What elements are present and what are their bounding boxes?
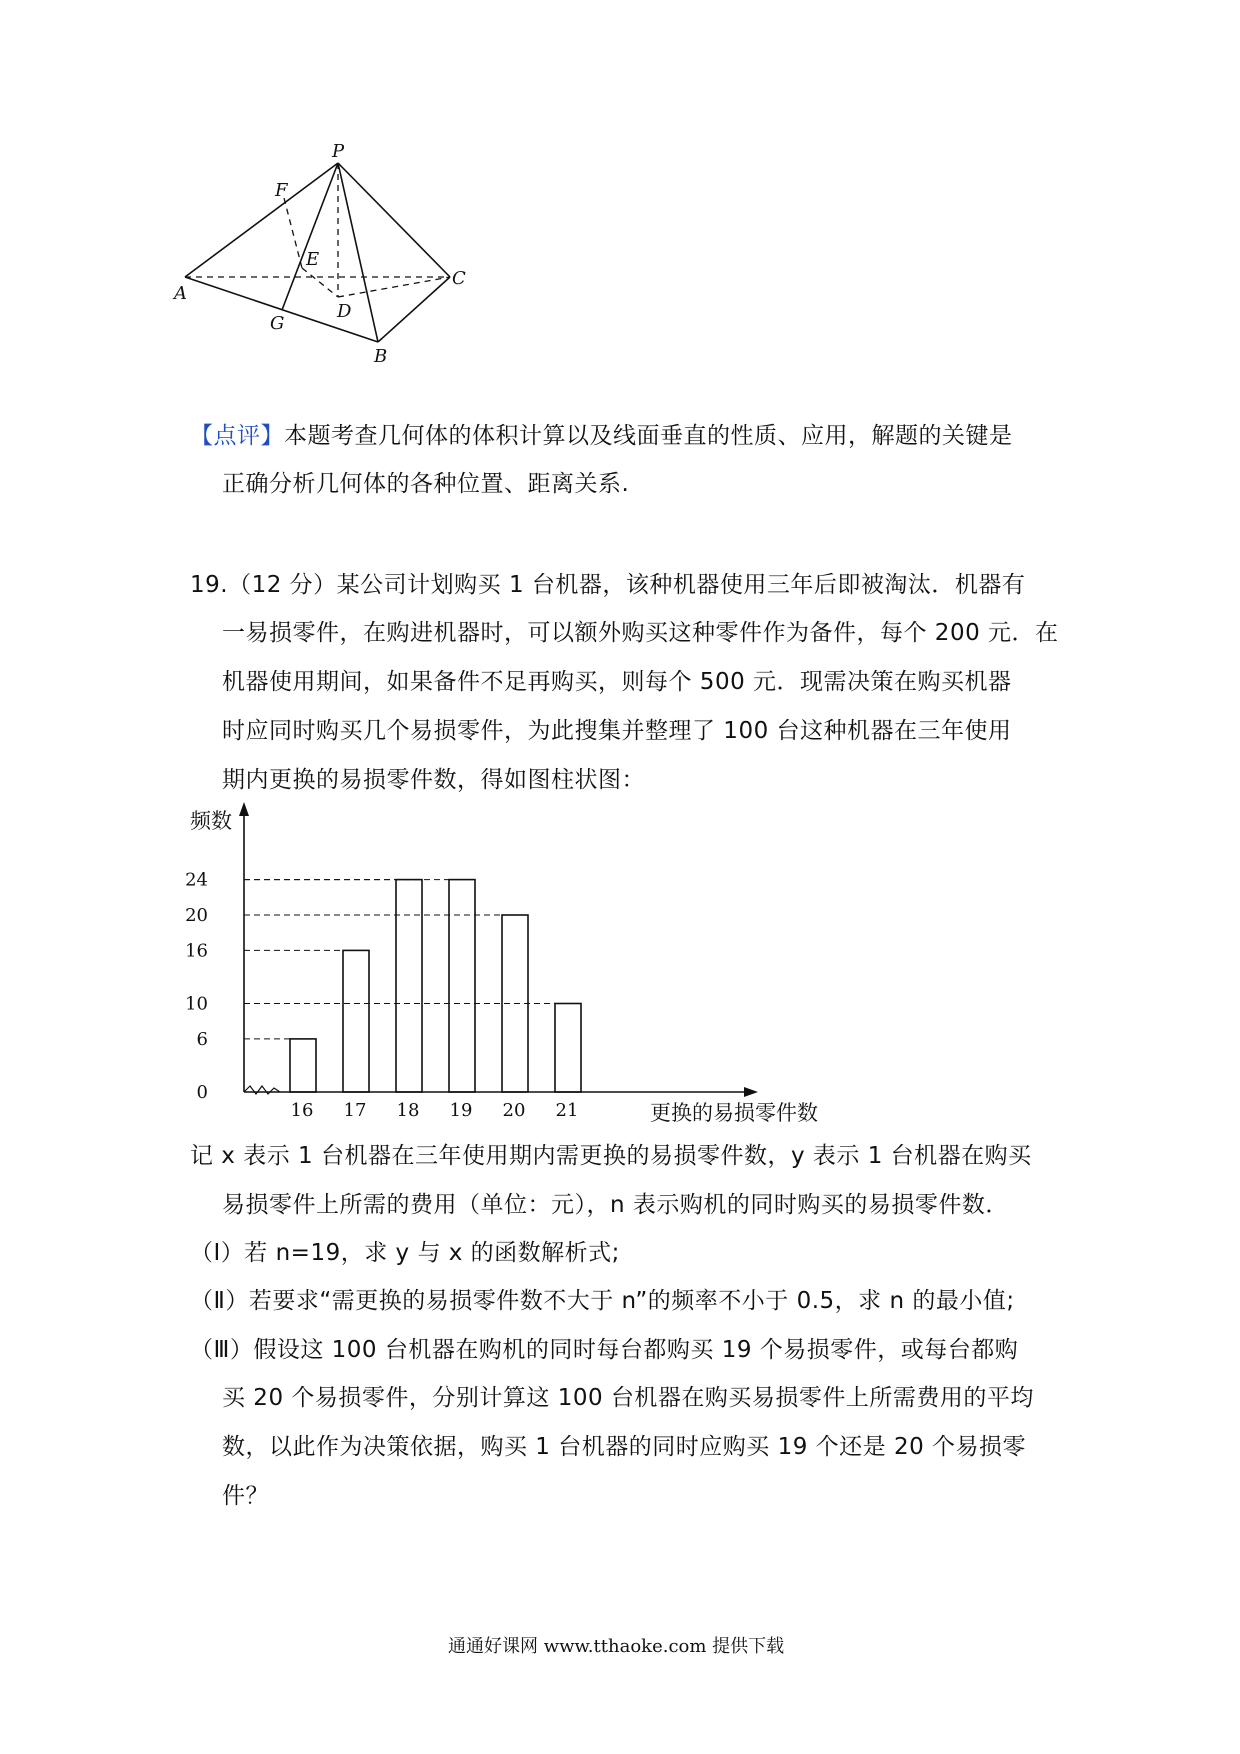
problem-line-3: 机器使用期间，如果备件不足再购买，则每个 500 元．现需决策在购买机器 <box>222 669 1012 695</box>
definition-line-1: 记 x 表示 1 台机器在三年使用期内需更换的易损零件数，y 表示 1 台机器在购买 <box>190 1143 1032 1169</box>
question-3-line-2: 买 20 个易损零件，分别计算这 100 台机器在购买易损零件上所需费用的平均 <box>222 1385 1034 1411</box>
x-tick-label: 20 <box>502 1100 526 1121</box>
label-F: F <box>275 180 288 201</box>
y-tick-label: 20 <box>185 905 208 926</box>
problem-line-5: 期内更换的易损零件数，得如图柱状图： <box>222 767 645 793</box>
x-tick-label: 17 <box>343 1100 367 1121</box>
question-2: （Ⅱ）若要求“需更换的易损零件数不大于 n”的频率不小于 0.5，求 n 的最小值; <box>190 1288 1015 1314</box>
label-C: C <box>452 268 466 289</box>
x-tick-label: 21 <box>555 1100 579 1121</box>
y-tick-label: 10 <box>185 993 208 1015</box>
pyramid-diagram <box>174 140 540 370</box>
x-tick-label: 19 <box>449 1100 473 1121</box>
label-E: E <box>306 249 320 270</box>
y-tick-label: 24 <box>185 869 208 891</box>
y-tick-label: 0 <box>196 1082 208 1103</box>
label-B: B <box>374 346 388 367</box>
comment-line-1 <box>190 421 1013 451</box>
bar-chart <box>180 800 860 1140</box>
bar-16 <box>290 1039 316 1092</box>
label-P: P <box>332 141 345 162</box>
question-3-line-4: 件？ <box>222 1483 269 1509</box>
problem-line-2: 一易损零件，在购进机器时，可以额外购买这种零件作为备件，每个 200 元．在 <box>222 620 1059 646</box>
x-tick-label: 18 <box>396 1100 420 1121</box>
y-axis-label: 频数 <box>190 809 232 833</box>
page-footer: 通通好课网 www.tthaoke.com 提供下载 <box>448 1636 785 1657</box>
bar-17 <box>343 950 369 1092</box>
problem-line-1: 19.（12 分）某公司计划购买 1 台机器，该种机器使用三年后即被淘汰．机器有 <box>190 572 1026 598</box>
label-D: D <box>337 301 352 322</box>
x-tick-label: 16 <box>290 1100 314 1121</box>
question-3-line-1: （Ⅲ）假设这 100 台机器在购机的同时每台都购买 19 个易损零件，或每台都购 <box>190 1337 1019 1363</box>
label-A: A <box>174 283 187 304</box>
bar-19 <box>449 880 475 1092</box>
question-3-line-3: 数，以此作为决策依据，购买 1 台机器的同时应购买 19 个还是 20 个易损零 <box>222 1434 1027 1460</box>
bar-18 <box>396 880 422 1092</box>
comment-line-2: 正确分析几何体的各种位置、距离关系. <box>222 471 630 497</box>
y-tick-label: 6 <box>196 1028 208 1050</box>
question-1: （Ⅰ）若 n=19，求 y 与 x 的函数解析式; <box>190 1240 620 1266</box>
comment-tag: 【点评】 <box>190 423 284 449</box>
x-axis-label: 更换的易损零件数 <box>650 1101 818 1125</box>
bar-21 <box>555 1004 581 1093</box>
comment-text-1: 本题考查几何体的体积计算以及线面垂直的性质、应用，解题的关键是 <box>284 423 1013 449</box>
definition-line-2: 易损零件上所需的费用（单位：元），n 表示购机的同时购买的易损零件数． <box>222 1192 1009 1218</box>
y-tick-label: 16 <box>185 940 208 962</box>
problem-line-4: 时应同时购买几个易损零件，为此搜集并整理了 100 台这种机器在三年使用 <box>222 718 1012 744</box>
label-G: G <box>270 313 285 334</box>
